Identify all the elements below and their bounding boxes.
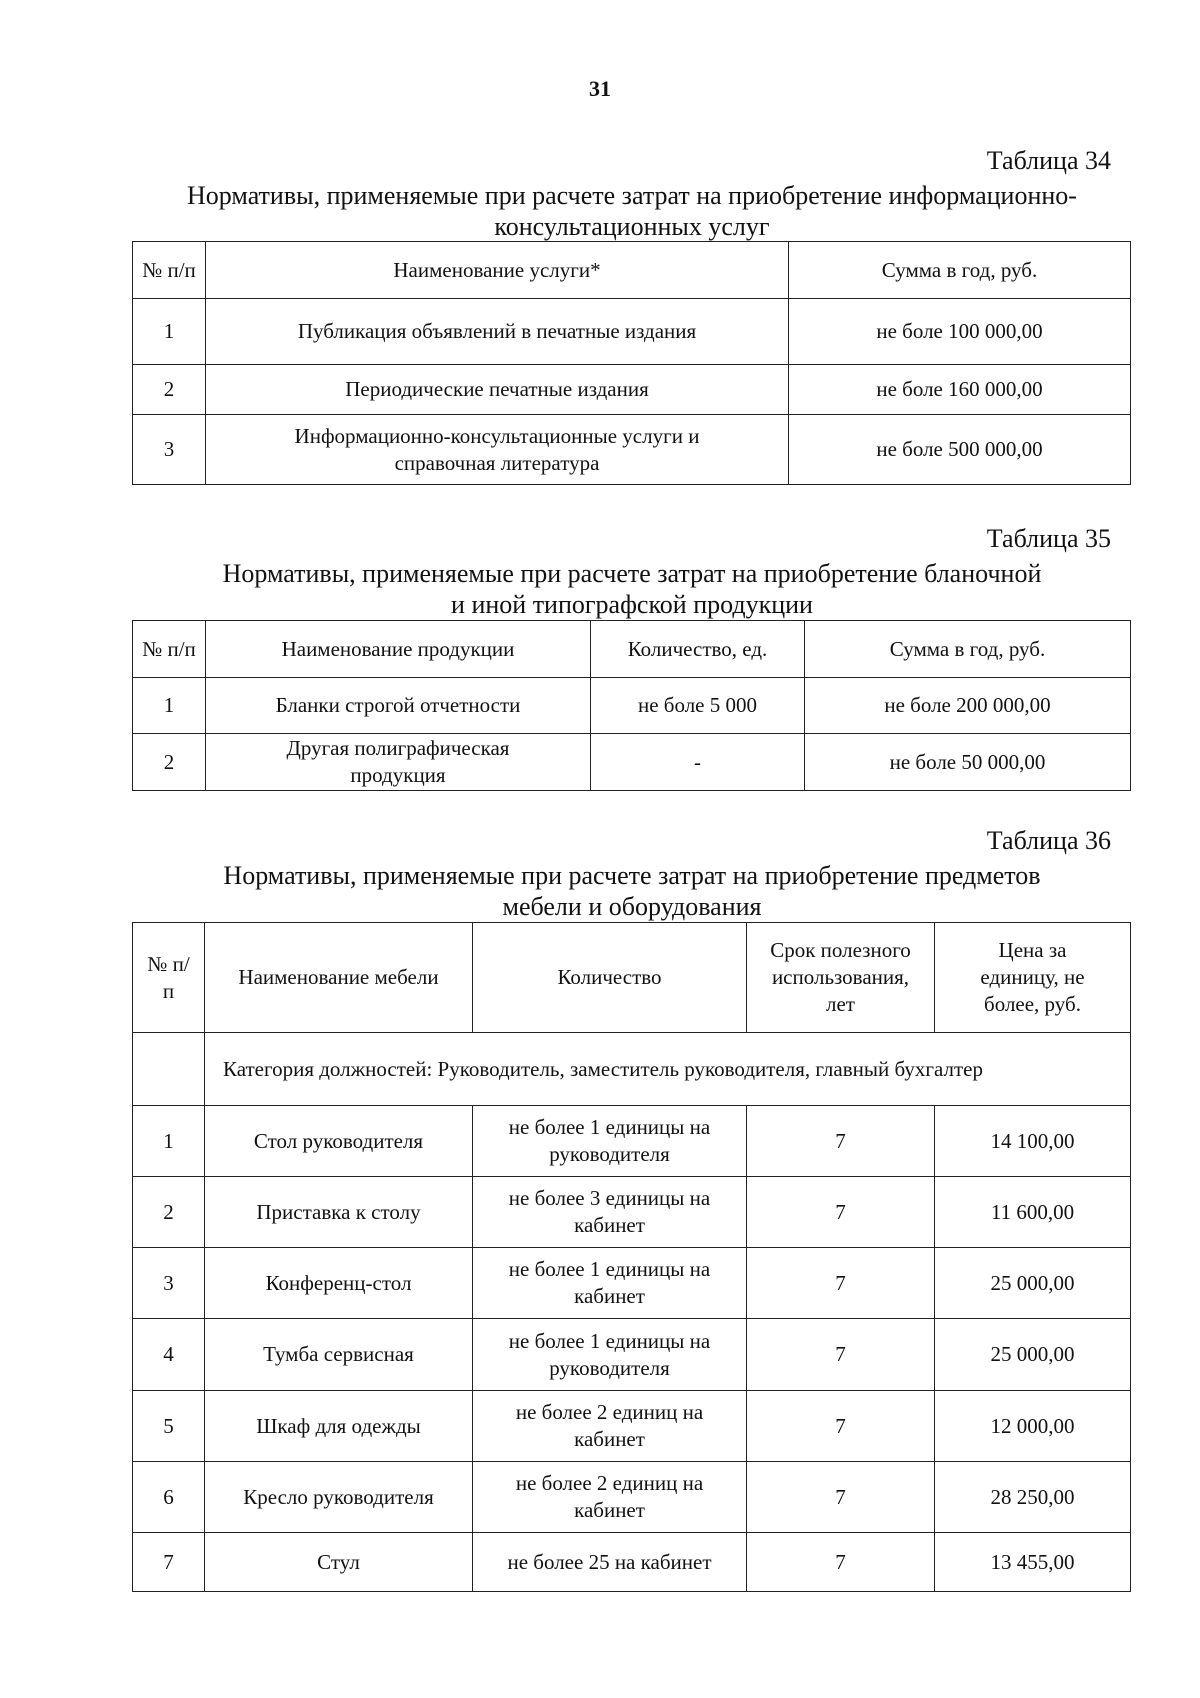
unit-price: 11 600,00 [935,1177,1131,1248]
table-35-title-line-1: Нормативы, применяемые при расчете затрат на приобретение бланочной [222,559,1042,588]
table-34-header-sum: Сумма в год, руб. [789,242,1131,299]
quantity: не более 1 единицы на кабинет [473,1248,747,1319]
unit-price: 25 000,00 [935,1319,1131,1391]
row-number: 4 [133,1319,205,1391]
quantity: не более 2 единиц на кабинет [473,1462,747,1533]
quantity: не более 25 на кабинет [473,1533,747,1592]
category-row [133,1033,1131,1106]
table-34-header-row [133,242,1131,299]
table-row [133,1319,1131,1391]
table-34 [132,241,1131,485]
unit-price: 14 100,00 [935,1106,1131,1177]
page-number: 31 [589,76,611,101]
service-name: Публикация объявлений в печатные издания [206,299,789,365]
table-36-header-name: Наименование мебели [205,923,473,1033]
table-row [133,1106,1131,1177]
table-36 [132,922,1131,1592]
unit-price: 25 000,00 [935,1248,1131,1319]
table-row [133,1462,1131,1533]
row-number: 5 [133,1391,205,1462]
row-number: 1 [133,299,206,365]
row-number: 2 [133,1177,205,1248]
row-number: 6 [133,1462,205,1533]
table-row [133,734,1131,791]
table-36-header-row [133,923,1131,1033]
table-row [133,415,1131,485]
quantity: не более 1 единицы на руководителя [473,1319,747,1391]
quantity: не более 3 единицы на кабинет [473,1177,747,1248]
annual-sum: не боле 160 000,00 [789,365,1131,415]
annual-sum: не боле 500 000,00 [789,415,1131,485]
furniture-name: Приставка к столу [205,1177,473,1248]
lifetime-years: 7 [747,1106,935,1177]
table-row [133,1391,1131,1462]
service-name: Периодические печатные издания [206,365,789,415]
furniture-name: Кресло руководителя [205,1462,473,1533]
category-empty-cell [133,1033,205,1106]
table-35-label: Таблица 35 [986,524,1111,553]
lifetime-years: 7 [747,1248,935,1319]
table-36-title-line-2: мебели и оборудования [502,892,762,921]
row-number: 1 [133,1106,205,1177]
table-35-header-row [133,621,1131,678]
furniture-name: Стул [205,1533,473,1592]
table-34-title [132,180,1132,242]
table-34-title-line-1: Нормативы, применяемые при расчете затрат на приобретение информационно- [187,181,1077,210]
unit-price: 13 455,00 [935,1533,1131,1592]
table-36-title [132,860,1132,922]
product-name: Бланки строгой отчетности [206,678,591,734]
unit-price: 28 250,00 [935,1462,1131,1533]
table-35-title [132,558,1132,620]
lifetime-years: 7 [747,1319,935,1391]
table-36-header-qty: Количество [473,923,747,1033]
table-34-label: Таблица 34 [986,146,1111,175]
quantity: - [591,734,805,791]
row-number: 3 [133,1248,205,1319]
product-name: Другая полиграфическая продукция [206,734,591,791]
table-row [133,1248,1131,1319]
table-35-header-qty: Количество, ед. [591,621,805,678]
table-36-label: Таблица 36 [986,826,1111,855]
table-row [133,1177,1131,1248]
table-34-header-num: № п/п [133,242,206,299]
furniture-name: Шкаф для одежды [205,1391,473,1462]
service-name: Информационно-консультационные услуги и справочная литература [206,415,789,485]
table-34-title-line-2: консультационных услуг [494,212,770,241]
table-34-header-name: Наименование услуги* [206,242,789,299]
quantity: не боле 5 000 [591,678,805,734]
row-number: 2 [133,365,206,415]
table-row [133,1533,1131,1592]
table-35 [132,620,1131,791]
row-number: 7 [133,1533,205,1592]
row-number: 3 [133,415,206,485]
table-35-header-num: № п/п [133,621,206,678]
annual-sum: не боле 50 000,00 [805,734,1131,791]
furniture-name: Тумба сервисная [205,1319,473,1391]
table-36-header-lifetime: Срок полезного использования, лет [747,923,935,1033]
lifetime-years: 7 [747,1462,935,1533]
category-label: Категория должностей: Руководитель, заместитель руководителя, главный бухгалтер [205,1033,1131,1106]
table-35-header-name: Наименование продукции [206,621,591,678]
lifetime-years: 7 [747,1391,935,1462]
row-number: 1 [133,678,206,734]
row-number: 2 [133,734,206,791]
quantity: не более 2 единиц на кабинет [473,1391,747,1462]
annual-sum: не боле 200 000,00 [805,678,1131,734]
table-row [133,299,1131,365]
table-36-header-num: № п/п [133,923,205,1033]
table-35-title-line-2: и иной типографской продукции [451,590,813,619]
unit-price: 12 000,00 [935,1391,1131,1462]
table-35-header-sum: Сумма в год, руб. [805,621,1131,678]
quantity: не более 1 единицы на руководителя [473,1106,747,1177]
furniture-name: Стол руководителя [205,1106,473,1177]
lifetime-years: 7 [747,1177,935,1248]
table-36-header-price: Цена за единицу, не более, руб. [935,923,1131,1033]
table-row [133,678,1131,734]
furniture-name: Конференц-стол [205,1248,473,1319]
lifetime-years: 7 [747,1533,935,1592]
table-36-title-line-1: Нормативы, применяемые при расчете затрат на приобретение предметов [223,861,1041,890]
table-row [133,365,1131,415]
annual-sum: не боле 100 000,00 [789,299,1131,365]
